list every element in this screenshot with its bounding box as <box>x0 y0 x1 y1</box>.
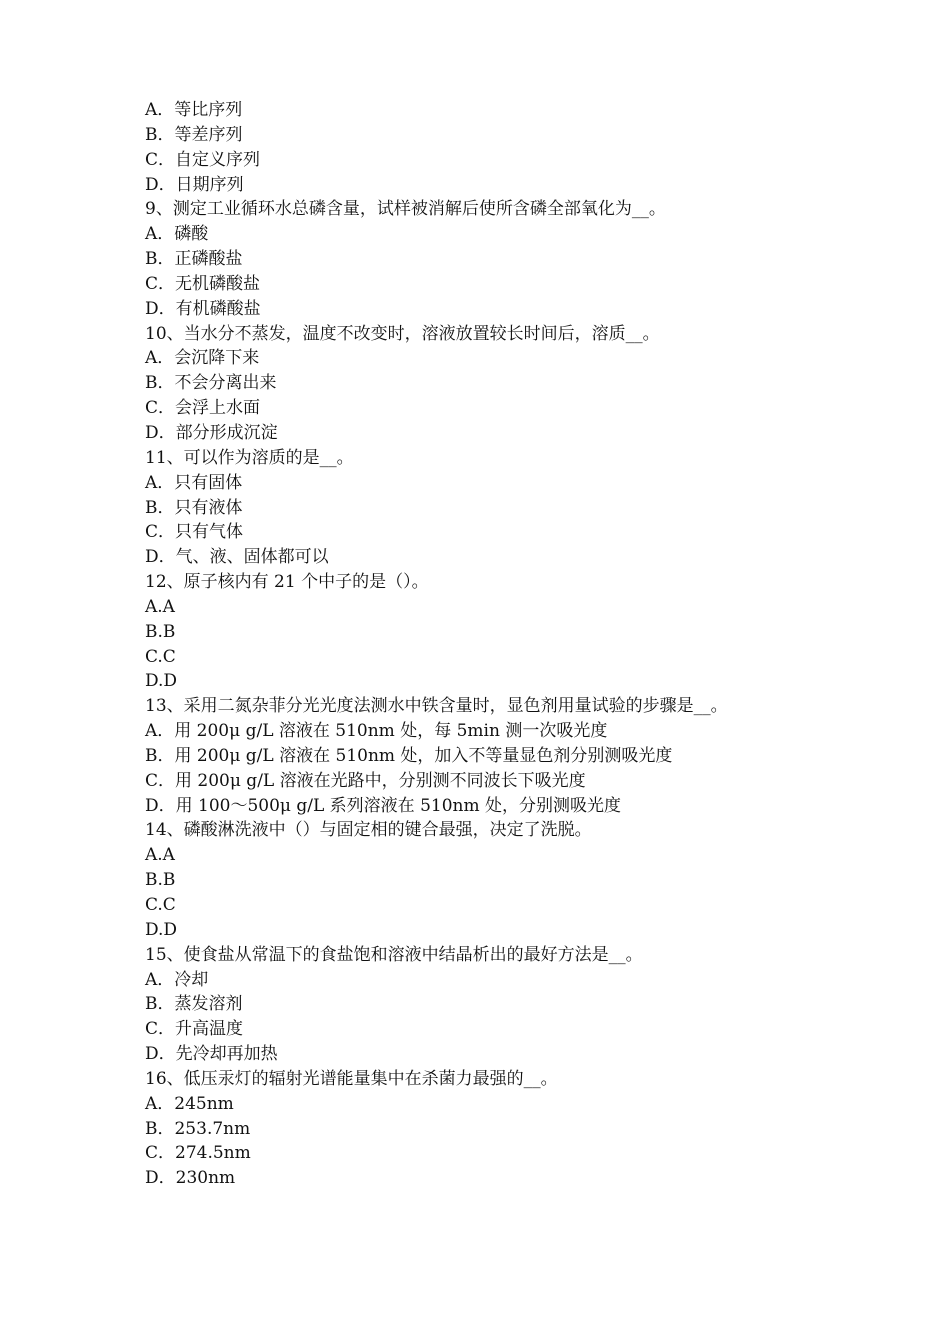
question-stem: 9、测定工业循环水总磷含量，试样被消解后使所含磷全部氧化为__。 <box>145 199 666 220</box>
question-stem: 10、当水分不蒸发，温度不改变时，溶液放置较长时间后，溶质__。 <box>145 323 660 344</box>
answer-option: B.B <box>145 870 176 891</box>
answer-option: A．用 200μ g/L 溶液在 510nm 处，每 5min 测一次吸光度 <box>145 721 608 742</box>
answer-option: A．冷却 <box>145 969 209 990</box>
answer-option: B．253.7nm <box>145 1118 251 1139</box>
answer-option: C．274.5nm <box>145 1143 251 1164</box>
answer-option: C．只有气体 <box>145 522 244 543</box>
answer-option: D．气、液、固体都可以 <box>145 547 329 568</box>
answer-option: B．蒸发溶剂 <box>145 994 243 1015</box>
answer-option: A．只有固体 <box>145 472 243 493</box>
answer-option: B．用 200μ g/L 溶液在 510nm 处，加入不等量显色剂分别测吸光度 <box>145 745 673 766</box>
answer-option: A．会沉降下来 <box>145 348 260 369</box>
answer-option: B．只有液体 <box>145 497 243 518</box>
answer-option: A.A <box>145 845 175 866</box>
answer-option: C．会浮上水面 <box>145 398 261 419</box>
question-stem: 14、磷酸淋洗液中（）与固定相的键合最强，决定了洗脱。 <box>145 820 592 841</box>
answer-option: C．自定义序列 <box>145 149 261 170</box>
answer-option: C.C <box>145 646 176 667</box>
answer-option: B．正磷酸盐 <box>145 249 243 270</box>
question-text-block <box>145 98 845 1191</box>
question-stem: 11、可以作为溶质的是__。 <box>145 447 354 468</box>
answer-option: D．有机磷酸盐 <box>145 298 261 319</box>
answer-option: D．230nm <box>145 1168 236 1189</box>
answer-option: D.D <box>145 919 178 940</box>
answer-option: D．用 100～500μ g/L 系列溶液在 510nm 处，分别测吸光度 <box>145 795 622 816</box>
answer-option: C.C <box>145 895 176 915</box>
answer-option: D．部分形成沉淀 <box>145 422 278 443</box>
answer-option: A．磷酸 <box>145 224 209 245</box>
answer-option: D．日期序列 <box>145 174 244 195</box>
answer-option: C．用 200μ g/L 溶液在光路中，分别测不同波长下吸光度 <box>145 770 586 791</box>
answer-option: B．等差序列 <box>145 124 243 145</box>
question-stem: 12、原子核内有 21 个中子的是（）。 <box>145 572 429 593</box>
answer-option: B.B <box>145 621 176 642</box>
answer-option: A.A <box>145 596 175 617</box>
question-stem: 13、采用二氮杂菲分光光度法测水中铁含量时，显色剂用量试验的步骤是__。 <box>145 696 728 717</box>
answer-option: D.D <box>145 671 178 692</box>
question-stem: 15、使食盐从常温下的食盐饱和溶液中结晶析出的最好方法是__。 <box>145 944 643 965</box>
answer-option: C．升高温度 <box>145 1019 244 1040</box>
answer-option: C．无机磷酸盐 <box>145 273 261 294</box>
answer-option: D．先冷却再加热 <box>145 1044 278 1065</box>
answer-option: A．245nm <box>145 1093 234 1114</box>
answer-option: B．不会分离出来 <box>145 373 277 394</box>
answer-option: A．等比序列 <box>145 100 243 120</box>
question-stem: 16、低压汞灯的辐射光谱能量集中在杀菌力最强的__。 <box>145 1068 558 1089</box>
